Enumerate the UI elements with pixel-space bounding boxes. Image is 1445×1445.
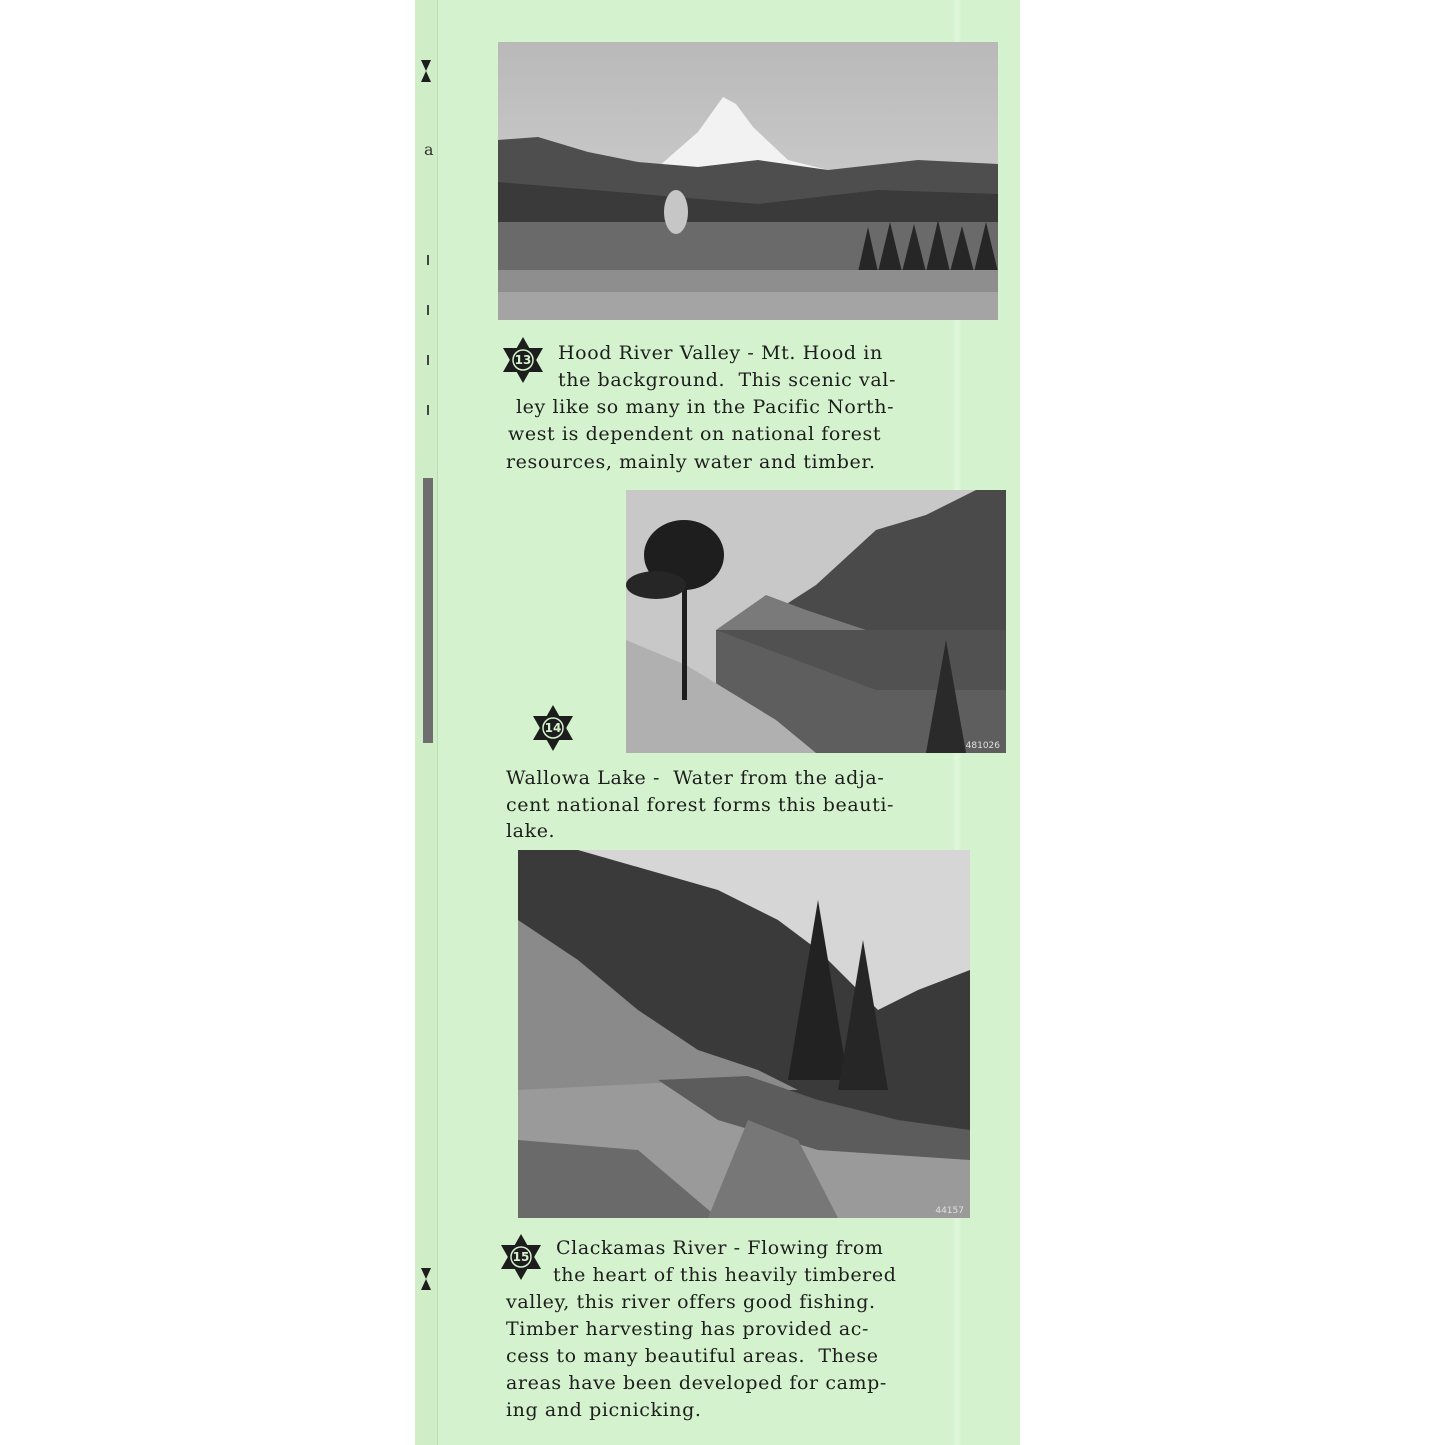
caption-line: cent national forest forms this beauti- — [506, 794, 895, 816]
caption-line: Timber harvesting has provided ac- — [506, 1318, 870, 1340]
marker-14 — [530, 705, 576, 751]
caption-line: resources, mainly water and timber. — [506, 451, 876, 473]
marker-number: 15 — [512, 1250, 530, 1264]
marker-15 — [498, 1234, 544, 1280]
hourglass-mark-icon — [421, 1268, 431, 1290]
caption-line: Wallowa Lake - Water from the adja- — [506, 767, 885, 789]
photo-wallowa-lake — [626, 490, 1006, 753]
caption-line: valley, this river offers good fishing. — [506, 1291, 876, 1313]
caption-line: Hood River Valley - Mt. Hood in — [558, 342, 883, 364]
caption-line: cess to many beautiful areas. These — [506, 1345, 879, 1367]
caption-line: the background. This scenic val- — [558, 369, 897, 391]
photo-number: 44157 — [935, 1206, 964, 1216]
caption-line: lake. — [506, 820, 556, 842]
edge-tick — [427, 405, 429, 415]
marker-number: 14 — [544, 721, 562, 735]
marker-13 — [500, 337, 546, 383]
photo-hood-river-valley — [498, 42, 998, 320]
edge-letter: a — [424, 140, 434, 159]
edge-tick — [427, 255, 429, 265]
caption-line: ing and picnicking. — [506, 1399, 702, 1421]
adjacent-panel-photo-edge — [423, 478, 433, 743]
edge-tick — [427, 305, 429, 315]
caption-line: the heart of this heavily timbered — [553, 1264, 897, 1286]
caption-line: west is dependent on national forest — [508, 423, 882, 445]
caption-line: areas have been developed for camp- — [506, 1372, 887, 1394]
hourglass-mark-icon — [421, 60, 431, 82]
caption-line: Clackamas River - Flowing from — [556, 1237, 884, 1259]
marker-number: 13 — [514, 353, 532, 367]
photo-number: 481026 — [965, 741, 1000, 751]
caption-line: ley like so many in the Pacific North- — [516, 396, 895, 418]
photo-clackamas-river — [518, 850, 970, 1218]
edge-tick — [427, 355, 429, 365]
